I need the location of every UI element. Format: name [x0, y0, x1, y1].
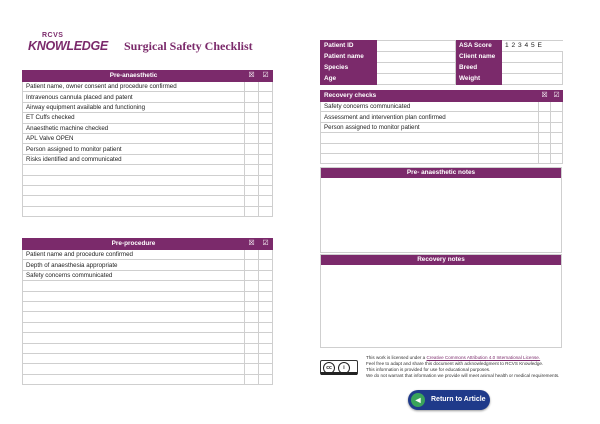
- recovery-notes-box[interactable]: [320, 254, 562, 348]
- checklist-item-label: [23, 343, 245, 353]
- pre-procedure-row: [23, 333, 273, 343]
- tick-checkbox[interactable]: [259, 113, 273, 123]
- checklist-item-label: Safety concerns communicated: [23, 270, 245, 280]
- license-link[interactable]: Creative Commons Attribution 4.0 International License.: [426, 355, 541, 360]
- logo-rcvs-text: RCVS: [42, 32, 64, 39]
- tick-checkbox[interactable]: [259, 260, 273, 270]
- cross-checkbox[interactable]: [245, 123, 259, 133]
- tick-checkbox[interactable]: [259, 185, 273, 195]
- back-arrow-icon: ◄: [411, 393, 425, 407]
- pre-anaesthetic-row: [23, 185, 273, 195]
- pre-procedure-row: [23, 364, 273, 374]
- checklist-item-label: [23, 196, 245, 206]
- cross-checkbox[interactable]: [245, 154, 259, 164]
- tick-checkbox[interactable]: [259, 291, 273, 301]
- pre-anaesthetic-row: [23, 175, 273, 185]
- tick-checkbox[interactable]: [259, 165, 273, 175]
- cross-checkbox[interactable]: [245, 92, 259, 102]
- rcvs-knowledge-logo: [28, 33, 114, 55]
- cc-icon: cc: [323, 362, 335, 374]
- cross-checkbox[interactable]: [245, 206, 259, 216]
- tick-checkbox[interactable]: [259, 102, 273, 112]
- tick-checkbox[interactable]: [259, 343, 273, 353]
- cross-checkbox[interactable]: [539, 143, 551, 153]
- tick-checkbox[interactable]: [259, 250, 273, 260]
- tick-checkbox[interactable]: [259, 144, 273, 154]
- cross-box-icon: ☒: [539, 91, 551, 102]
- recovery-notes-heading: Recovery notes: [321, 255, 561, 265]
- checklist-item-label: ET Cuffs checked: [23, 113, 245, 123]
- cross-checkbox[interactable]: [539, 102, 551, 112]
- tick-checkbox[interactable]: [259, 123, 273, 133]
- logo-knowledge-text: KNOWLEDGE: [28, 39, 108, 53]
- pre-anaesthetic-row: [23, 206, 273, 216]
- cross-checkbox[interactable]: [245, 175, 259, 185]
- pre-anaesthetic-row: [23, 154, 273, 164]
- pre-procedure-row: [23, 343, 273, 353]
- pre-anaesthetic-row: [23, 102, 273, 112]
- recovery-check-row: [321, 112, 563, 122]
- cross-checkbox[interactable]: [245, 260, 259, 270]
- breed-label: Breed: [456, 63, 502, 74]
- checklist-item-label: [23, 291, 245, 301]
- return-to-article-button[interactable]: [408, 390, 490, 410]
- checklist-item-label: Depth of anaesthesia appropriate: [23, 260, 245, 270]
- patient-id-field[interactable]: [377, 41, 456, 52]
- cross-checkbox[interactable]: [245, 113, 259, 123]
- cross-checkbox[interactable]: [245, 374, 259, 384]
- age-label: Age: [321, 74, 377, 85]
- cross-checkbox[interactable]: [245, 250, 259, 260]
- patient-details-table: [320, 40, 563, 85]
- cross-box-icon: ☒: [245, 239, 259, 250]
- cross-checkbox[interactable]: [245, 364, 259, 374]
- weight-field[interactable]: [502, 74, 563, 85]
- recovery-check-row: [321, 143, 563, 153]
- cross-checkbox[interactable]: [245, 291, 259, 301]
- cross-checkbox[interactable]: [245, 301, 259, 311]
- cross-checkbox[interactable]: [245, 144, 259, 154]
- pre-procedure-row: [23, 322, 273, 332]
- creative-commons-badge-icon: [320, 360, 358, 375]
- cross-checkbox[interactable]: [245, 82, 259, 92]
- tick-checkbox[interactable]: [551, 143, 563, 153]
- checklist-item-label: Assessment and intervention plan confirmed: [321, 112, 539, 122]
- pre-anaesthetic-notes-heading: Pre- anaesthetic notes: [321, 168, 561, 178]
- tick-box-icon: ☑: [259, 71, 273, 82]
- checklist-item-label: Person assigned to monitor patient: [321, 122, 539, 132]
- checklist-item-label: Intravenous cannula placed and patent: [23, 92, 245, 102]
- attribution-icon: i: [338, 362, 350, 374]
- pre-procedure-row: [23, 374, 273, 384]
- client-name-field[interactable]: [502, 52, 563, 63]
- pre-procedure-row: [23, 281, 273, 291]
- checklist-item-label: Risks identified and communicated: [23, 154, 245, 164]
- cross-checkbox[interactable]: [245, 333, 259, 343]
- recovery-check-row: [321, 122, 563, 132]
- recovery-check-row: [321, 102, 563, 112]
- cross-checkbox[interactable]: [245, 353, 259, 363]
- tick-checkbox[interactable]: [259, 374, 273, 384]
- checklist-item-label: [321, 153, 539, 163]
- tick-checkbox[interactable]: [259, 82, 273, 92]
- cross-checkbox[interactable]: [539, 153, 551, 163]
- cross-checkbox[interactable]: [539, 112, 551, 122]
- client-name-label: Client name: [456, 52, 502, 63]
- checklist-item-label: [321, 133, 539, 143]
- checklist-item-label: Anaesthetic machine checked: [23, 123, 245, 133]
- checklist-item-label: Patient name, owner consent and procedure confirmed: [23, 82, 245, 92]
- pre-procedure-row: [23, 353, 273, 363]
- age-field[interactable]: [377, 74, 456, 85]
- checklist-item-label: [23, 333, 245, 343]
- tick-checkbox[interactable]: [551, 102, 563, 112]
- pre-procedure-row: [23, 270, 273, 280]
- tick-checkbox[interactable]: [259, 270, 273, 280]
- pre-procedure-row: [23, 250, 273, 260]
- tick-checkbox[interactable]: [259, 281, 273, 291]
- return-to-article-label: Return to Article: [431, 396, 486, 403]
- checklist-item-label: [23, 281, 245, 291]
- tick-checkbox[interactable]: [551, 122, 563, 132]
- tick-box-icon: ☑: [259, 239, 273, 250]
- patient-id-label: Patient ID: [321, 41, 377, 52]
- cross-checkbox[interactable]: [245, 102, 259, 112]
- tick-checkbox[interactable]: [259, 333, 273, 343]
- checklist-item-label: [23, 175, 245, 185]
- checklist-item-label: Person assigned to monitor patient: [23, 144, 245, 154]
- tick-checkbox[interactable]: [259, 133, 273, 143]
- tick-checkbox[interactable]: [259, 312, 273, 322]
- pre-anaesthetic-row: [23, 144, 273, 154]
- cross-checkbox[interactable]: [245, 185, 259, 195]
- checklist-item-label: [23, 374, 245, 384]
- pre-procedure-heading: Pre-procedure: [23, 239, 245, 250]
- page-title: Surgical Safety Checklist: [124, 39, 253, 53]
- tick-checkbox[interactable]: [259, 322, 273, 332]
- pre-anaesthetic-row: [23, 133, 273, 143]
- cross-checkbox[interactable]: [539, 122, 551, 132]
- checklist-item-label: Patient name and procedure confirmed: [23, 250, 245, 260]
- tick-box-icon: ☑: [551, 91, 563, 102]
- checklist-item-label: [321, 143, 539, 153]
- pre-procedure-row: [23, 260, 273, 270]
- checklist-item-label: [23, 185, 245, 195]
- weight-label: Weight: [456, 74, 502, 85]
- tick-checkbox[interactable]: [259, 196, 273, 206]
- pre-anaesthetic-row: [23, 82, 273, 92]
- checklist-item-label: [23, 364, 245, 374]
- patient-name-field[interactable]: [377, 52, 456, 63]
- pre-procedure-row: [23, 291, 273, 301]
- tick-checkbox[interactable]: [551, 112, 563, 122]
- checklist-item-label: [23, 206, 245, 216]
- tick-checkbox[interactable]: [259, 353, 273, 363]
- cross-checkbox[interactable]: [245, 322, 259, 332]
- checklist-item-label: [23, 301, 245, 311]
- patient-name-label: Patient name: [321, 52, 377, 63]
- pre-anaesthetic-row: [23, 196, 273, 206]
- pre-procedure-row: [23, 312, 273, 322]
- pre-anaesthetic-row: [23, 165, 273, 175]
- cross-checkbox[interactable]: [245, 196, 259, 206]
- pre-anaesthetic-notes-box[interactable]: [320, 167, 562, 253]
- species-field[interactable]: [377, 63, 456, 74]
- cross-checkbox[interactable]: [245, 133, 259, 143]
- pre-anaesthetic-row: [23, 92, 273, 102]
- checklist-item-label: [23, 165, 245, 175]
- license-text: This work is licensed under a Creative Commons Attribution 4.0 International License. Feel free to adapt and share this document with acknowledgment to RCVS Knowledge. This information is provided for use for educational purposes. We do not warrant that information we provide will meet animal health or medical requirements.: [366, 355, 560, 378]
- recovery-checks-heading: Recovery checks: [321, 91, 539, 102]
- asa-score-label: ASA Score: [456, 41, 502, 52]
- cross-checkbox[interactable]: [245, 165, 259, 175]
- pre-anaesthetic-row: [23, 113, 273, 123]
- checklist-item-label: [23, 322, 245, 332]
- pre-procedure-row: [23, 301, 273, 311]
- breed-field[interactable]: [502, 63, 563, 74]
- checklist-item-label: Safety concerns communicated: [321, 102, 539, 112]
- checklist-item-label: [23, 353, 245, 363]
- cross-checkbox[interactable]: [539, 133, 551, 143]
- cross-checkbox[interactable]: [245, 312, 259, 322]
- tick-checkbox[interactable]: [259, 92, 273, 102]
- tick-checkbox[interactable]: [259, 154, 273, 164]
- pre-procedure-table: [22, 238, 273, 385]
- cross-checkbox[interactable]: [245, 343, 259, 353]
- tick-checkbox[interactable]: [259, 206, 273, 216]
- cross-box-icon: ☒: [245, 71, 259, 82]
- pre-anaesthetic-table: [22, 70, 273, 217]
- tick-checkbox[interactable]: [259, 175, 273, 185]
- checklist-item-label: Airway equipment available and functioning: [23, 102, 245, 112]
- recovery-check-row: [321, 153, 563, 163]
- recovery-check-row: [321, 133, 563, 143]
- tick-checkbox[interactable]: [259, 301, 273, 311]
- species-label: Species: [321, 63, 377, 74]
- recovery-checks-table: [320, 90, 563, 164]
- tick-checkbox[interactable]: [551, 153, 563, 163]
- cross-checkbox[interactable]: [245, 270, 259, 280]
- tick-checkbox[interactable]: [259, 364, 273, 374]
- pre-anaesthetic-heading: Pre-anaesthetic: [23, 71, 245, 82]
- tick-checkbox[interactable]: [551, 133, 563, 143]
- checklist-item-label: APL Valve OPEN: [23, 133, 245, 143]
- cross-checkbox[interactable]: [245, 281, 259, 291]
- asa-score-options[interactable]: 1 2 3 4 5 E: [502, 41, 563, 52]
- pre-anaesthetic-row: [23, 123, 273, 133]
- checklist-item-label: [23, 312, 245, 322]
